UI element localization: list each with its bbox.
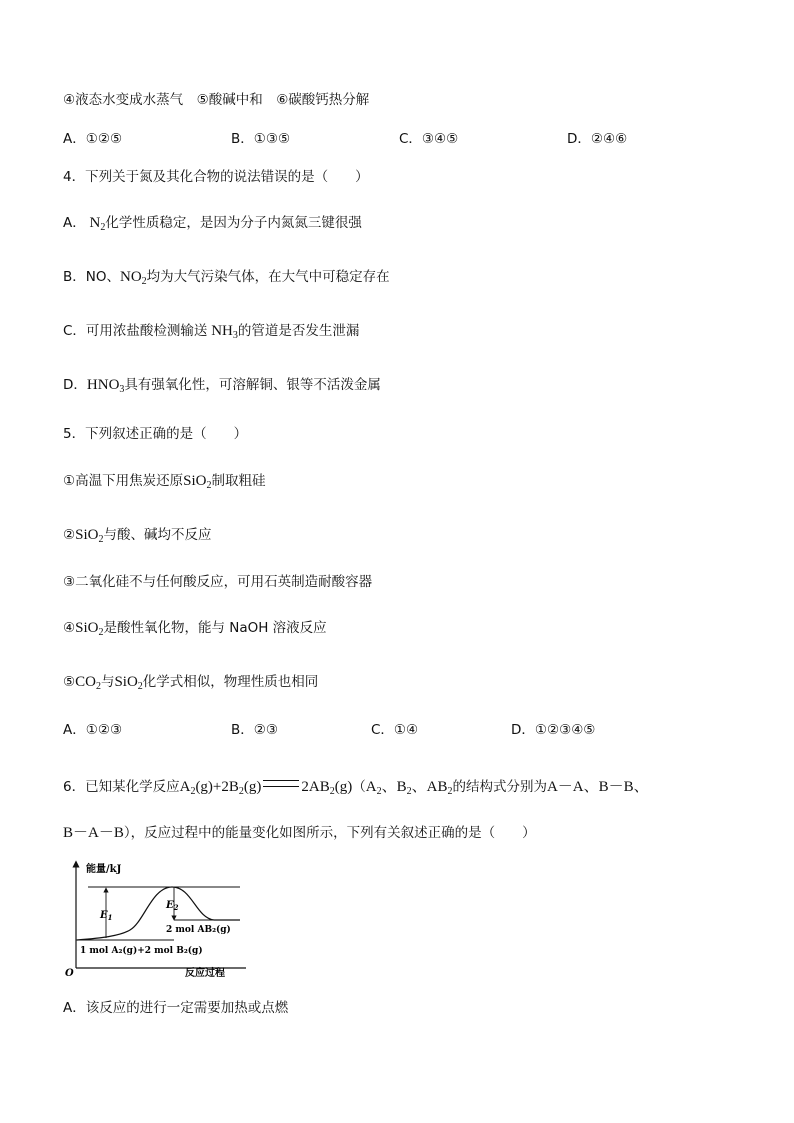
formula-hno3: $HNO_3$	[86, 377, 125, 395]
q6-stem-tail: ），反应过程中的能量变化如图所示，下列有关叙述正确的是（ ）	[123, 825, 536, 841]
formula-sio2: SiO$_2$	[75, 620, 104, 638]
q6-stem-post: 的结构式分别为	[452, 779, 547, 795]
q6-stem-line2	[63, 824, 536, 842]
q4-d-label: D．	[63, 377, 87, 393]
q4-option-b[interactable]	[63, 268, 390, 286]
q4-b-text: 均为大气污染气体，在大气中可稳定存在	[146, 269, 390, 285]
q4-option-d[interactable]	[63, 376, 381, 394]
q4-b-label: B．NO、	[63, 269, 120, 285]
q5-option-d[interactable]: D．①②③④⑤	[511, 722, 596, 738]
q6-option-a[interactable]: A．该反应的进行一定需要加热或点燃	[63, 1000, 289, 1016]
structure-formula-bab: B－A－B	[63, 825, 124, 841]
q4-a-label: A．	[63, 215, 86, 231]
q5-s5-post: 化学式相似，物理性质也相同	[142, 674, 319, 690]
q6-stem-line1	[63, 778, 649, 796]
e1-label: $E_1$	[100, 910, 113, 922]
q5-option-b[interactable]: B．②③	[231, 722, 278, 738]
q3-option-b[interactable]: B．①③⑤	[231, 131, 291, 147]
reactant-label: 1 mol A₂(g)+2 mol B₂(g)	[80, 946, 203, 956]
species-list: $A_2$、$B_2$、$AB_2$	[365, 779, 453, 797]
q6-stem-mid: （	[352, 779, 366, 795]
q5-option-c[interactable]: C．①④	[371, 722, 419, 738]
q5-s2-post: 与酸、碱均不反应	[103, 527, 212, 543]
energy-diagram	[62, 856, 252, 980]
q5-statement-3: ③二氧化硅不与任何酸反应，可用石英制造耐酸容器	[63, 574, 373, 590]
formula-sio2: SiO$_2$	[114, 674, 143, 692]
y-axis-label: 能量/kJ	[86, 864, 122, 875]
q5-s1-pre: ①高温下用焦炭还原	[63, 473, 184, 489]
formula-nh3: $NH_3$	[207, 323, 238, 341]
e2-label: $E_2$	[166, 900, 179, 912]
formula-no2: $NO_2$	[120, 269, 147, 287]
q5-s4-pre: ④	[63, 620, 76, 636]
product-label: 2 mol AB₂(g)	[166, 925, 231, 935]
q3-option-c[interactable]: C．③④⑤	[399, 131, 459, 147]
q5-statement-2	[63, 526, 211, 544]
q4-option-a[interactable]	[63, 214, 362, 232]
formula-sio2: SiO$_2$	[75, 527, 104, 545]
formula-sio2: SiO$_2$	[183, 473, 212, 491]
q4-d-text: 具有强氧化性，可溶解铜、银等不活泼金属	[124, 377, 381, 393]
q5-s2-pre: ②	[63, 527, 76, 543]
q5-s1-post: 制取粗硅	[211, 473, 266, 489]
q5-s4-post: 是酸性氧化物，能与 NaOH 溶液反应	[103, 620, 327, 636]
q4-a-text: 化学性质稳定，是因为分子内氮氮三键很强	[105, 215, 362, 231]
q5-stem: 5．下列叙述正确的是（ ）	[63, 426, 248, 442]
q5-option-a[interactable]: A．①②③	[63, 722, 123, 738]
q5-statement-1	[63, 472, 265, 490]
q5-statement-5	[63, 673, 318, 691]
q5-s5-mid: 与	[100, 674, 115, 690]
origin-label: O	[65, 968, 74, 979]
q4-option-c[interactable]	[63, 322, 359, 340]
q4-stem: 4．下列关于氮及其化合物的说法错误的是（ ）	[63, 169, 369, 185]
q3-items-line: ④液态水变成水蒸气 ⑤酸碱中和 ⑥碳酸钙热分解	[63, 92, 370, 108]
q5-s5-pre: ⑤	[63, 674, 76, 690]
q3-option-d[interactable]: D．②④⑥	[567, 131, 628, 147]
reaction-equation: $A_2(g)+2B_2(g)$ $2AB_2(g)$	[179, 779, 353, 797]
q5-statement-4	[63, 619, 327, 637]
q3-option-a[interactable]: A．①②⑤	[63, 131, 123, 147]
q4-c-label: C．可用浓盐酸检测输送	[63, 323, 208, 339]
structure-formulas: A－A、B－B、	[546, 779, 649, 795]
x-axis-label: 反应过程	[185, 968, 225, 979]
formula-co2: $CO_2$	[75, 674, 101, 692]
formula-n2: $N_2$	[85, 215, 106, 233]
q4-c-text: 的管道是否发生泄漏	[237, 323, 360, 339]
q6-stem-pre: 6．已知某化学反应	[63, 779, 180, 795]
equilibrium-sign	[263, 780, 299, 787]
